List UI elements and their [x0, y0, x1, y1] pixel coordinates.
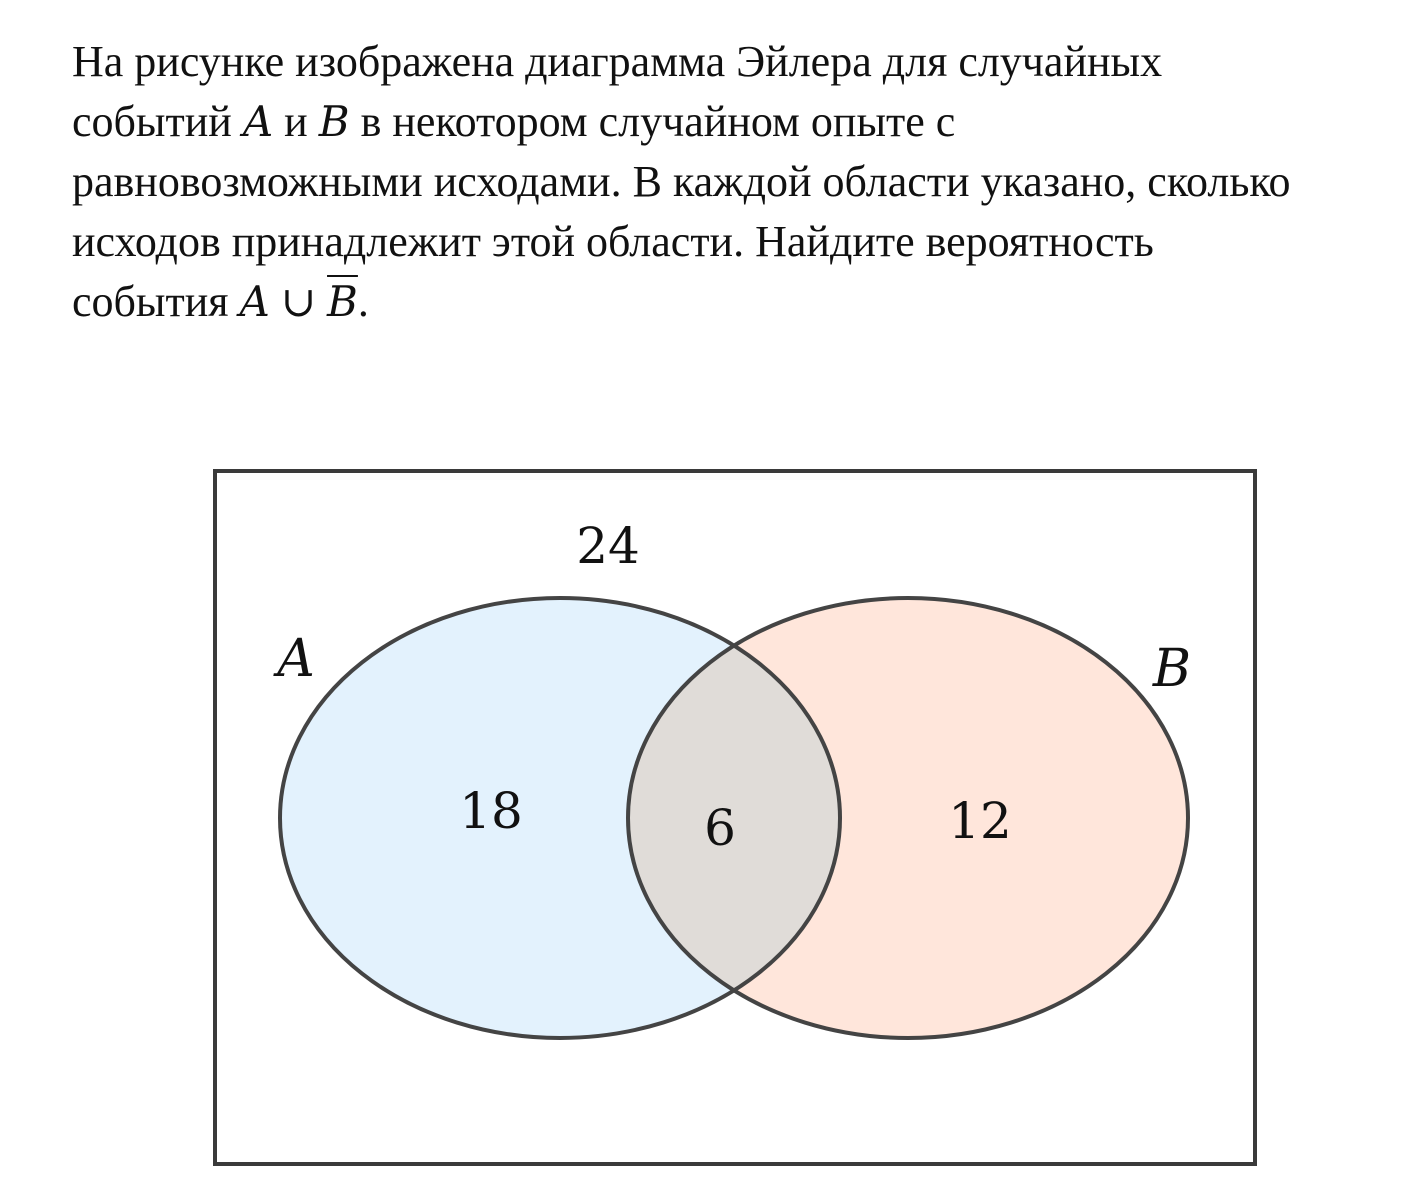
problem-line-1: На рисунке изображена диаграмма Эйлера для случайных — [72, 37, 1163, 86]
problem-line-5-start: события — [72, 277, 229, 326]
event-b-symbol: B — [318, 97, 350, 146]
only-a-count: 18 — [459, 782, 523, 840]
intersection-count: 6 — [704, 799, 736, 857]
target-event-a-symbol: A — [239, 277, 270, 326]
problem-line-2-end: в некотором случайном опыте с — [360, 97, 956, 146]
set-b-label: B — [1152, 639, 1192, 699]
set-a-label: A — [277, 629, 315, 689]
outside-count: 24 — [576, 517, 640, 575]
conjunction-text: и — [284, 97, 308, 146]
problem-line-3: равновозможными исходами. В каждой области указано, сколько — [72, 157, 1291, 206]
union-symbol: ∪ — [280, 277, 317, 326]
problem-line-2-start: событий — [72, 97, 232, 146]
only-b-count: 12 — [948, 792, 1012, 850]
period-text: . — [357, 277, 369, 326]
problem-line-4: исходов принадлежит этой области. Найдите вероятность — [72, 217, 1154, 266]
event-a-symbol: A — [242, 97, 274, 146]
target-event-b-complement-symbol: $\overline{B}$ — [327, 277, 358, 326]
